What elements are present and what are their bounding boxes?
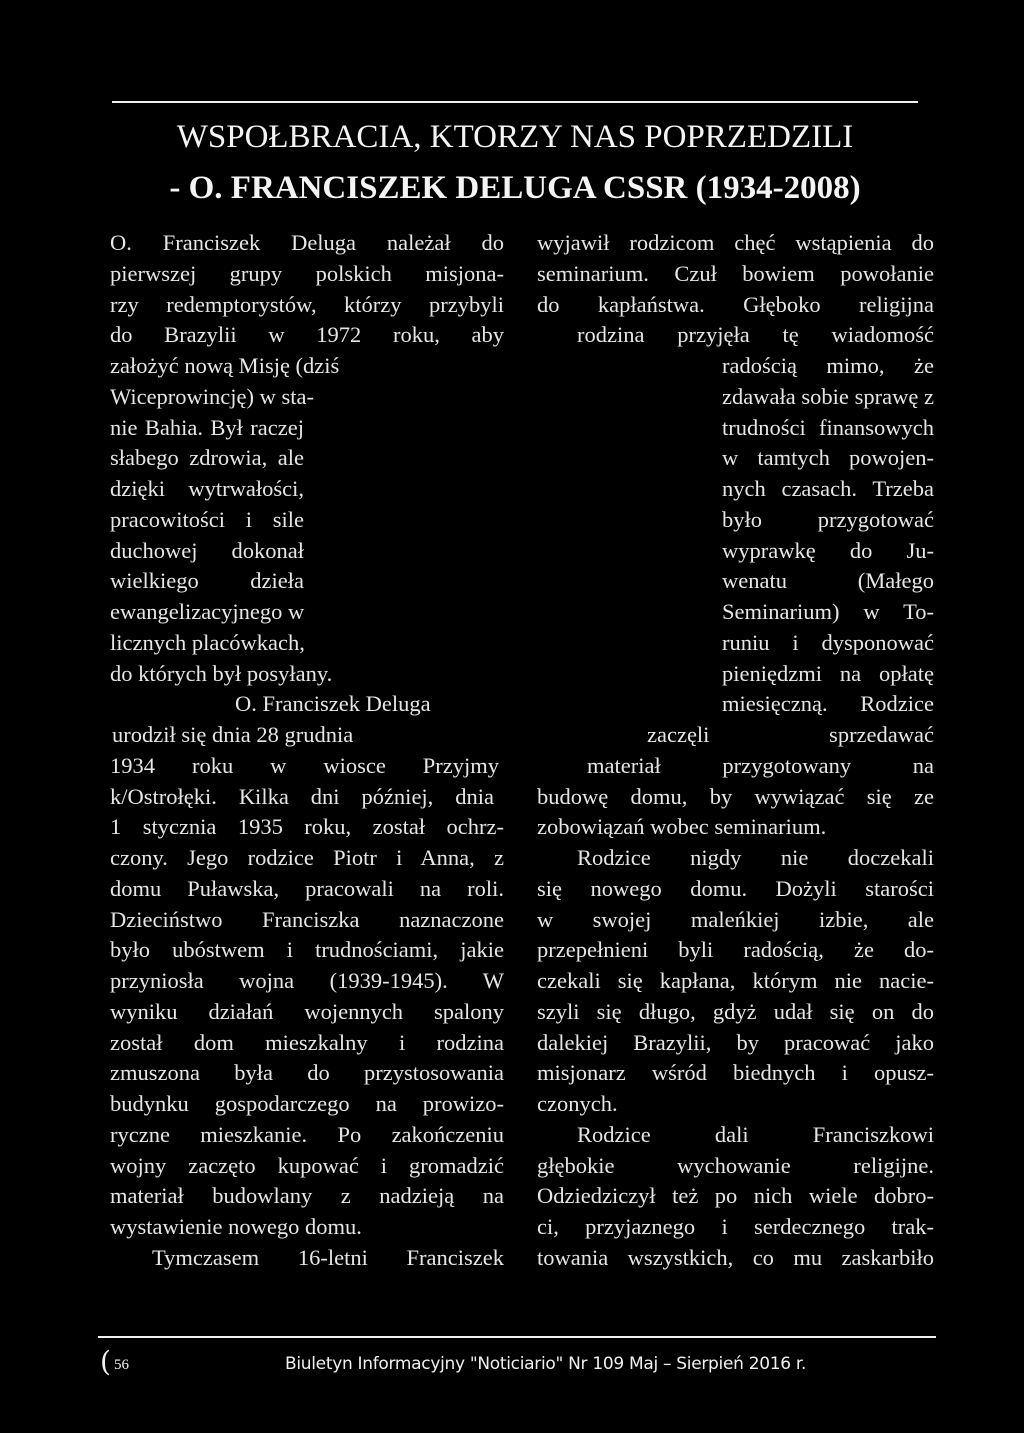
text-line: seminarium. Czuł bowiem powołanie — [537, 260, 934, 286]
text-line: było przygotować — [722, 506, 934, 532]
text-line: wyjawił rodzicom chęć wstąpienia do — [537, 230, 934, 255]
text-line: wielkiego dzieła — [110, 568, 304, 594]
text-line: czekali się kapłana, którym nie nacie- — [537, 968, 934, 993]
text-line: Tymczasem 16-letni Franciszek — [152, 1244, 504, 1270]
text-line: budowę domu, by wywiązać się ze — [537, 783, 934, 809]
text-line: budynku gospodarczego na prowizo- — [110, 1091, 504, 1116]
text-line: materiał przygotowany na — [587, 752, 934, 778]
text-line: dzięki wytrwałości, — [110, 476, 304, 501]
text-line: rzy redemptorystów, którzy przybyli — [110, 291, 504, 317]
text-line: urodził się dnia 28 grudnia — [112, 722, 354, 747]
text-line: słabego zdrowia, ale — [110, 445, 304, 471]
text-line: Odziedziczył też po nich wiele dobro- — [537, 1183, 934, 1209]
text-line: w swojej maleńkiej izbie, ale — [537, 906, 934, 932]
text-line: licznych placówkach, — [110, 629, 305, 655]
text-line: rodzina przyjęła tę wiadomość — [577, 322, 934, 348]
page-footer — [100, 1345, 940, 1380]
text-line: zobowiązań wobec seminarium. — [537, 814, 827, 840]
text-line: pierwszej grupy polskich misjona- — [110, 260, 504, 286]
text-line: O. Franciszek Deluga należał do — [110, 230, 504, 255]
text-line: szyli się długo, gdyż udał się on do — [537, 998, 934, 1024]
text-line: Dzieciństwo Franciszka naznaczone — [110, 906, 504, 932]
text-line: zdawała sobie sprawę z — [722, 383, 934, 409]
text-line: wyniku działań wojennych spalony — [110, 998, 504, 1024]
text-line: domu Puławska, pracowali na roli. — [110, 875, 504, 901]
text-line: Seminarium) w To- — [722, 599, 934, 624]
text-line: do Brazylii w 1972 roku, aby — [110, 322, 504, 348]
text-line: trudności finansowych — [722, 414, 934, 440]
text-line: czonych. — [537, 1091, 618, 1116]
text-line: został dom mieszkalny i rodzina — [110, 1029, 504, 1055]
publication-info: Biuletyn Informacyjny "Noticiario" Nr 109 Maj – Sierpień 2016 r. — [285, 1354, 807, 1374]
text-line: 1 stycznia 1935 roku, został ochrz- — [110, 814, 504, 840]
text-line: pracowitości i sile — [110, 506, 304, 532]
text-line: było ubóstwem i trudnościami, jakie — [110, 937, 504, 963]
section-heading: WSPOŁBRACIA, KTORZY NAS POPRZEDZILI — [176, 119, 854, 155]
text-line: wojny zaczęto kupować i gromadzić — [110, 1152, 504, 1178]
text-line: misjonarz wśród biednych i opusz- — [537, 1060, 934, 1086]
page-bracket-icon: ( — [100, 1345, 111, 1378]
left-column — [110, 228, 504, 1274]
text-line: założyć nową Misję (dziś — [110, 353, 340, 378]
text-line: wyprawkę do Ju- — [722, 537, 934, 563]
text-line: ewangelizacyjnego w — [110, 599, 305, 624]
text-line: ryczne mieszkanie. Po zakończeniu — [110, 1121, 504, 1147]
text-line: pieniędzmi na opłatę — [722, 660, 934, 686]
text-line: Wiceprowincję) w sta- — [110, 383, 315, 409]
bottom-divider — [98, 1336, 936, 1338]
top-divider — [112, 101, 918, 103]
text-line: Rodzice dali Franciszkowi — [577, 1121, 934, 1147]
text-line: przepełnieni byli radością, że do- — [537, 937, 934, 963]
page-number: 56 — [114, 1357, 129, 1373]
text-line: do których był posyłany. — [110, 660, 333, 686]
text-line: towania wszystkich, co mu zaskarbiło — [537, 1244, 934, 1270]
text-line: zaczęli sprzedawać — [647, 722, 934, 747]
text-line: głębokie wychowanie religijne. — [537, 1152, 934, 1178]
text-line: dalekiej Brazylii, by pracować jako — [537, 1029, 934, 1055]
text-line: przyniosła wojna (1939-1945). W — [110, 968, 504, 993]
text-line: zmuszona była do przystosowania — [110, 1060, 504, 1086]
text-line: radością mimo, że — [722, 353, 934, 378]
text-line: wenatu (Małego — [722, 568, 934, 594]
text-line: miesięczną. Rodzice — [722, 691, 934, 717]
text-line: wystawienie nowego domu. — [110, 1214, 362, 1239]
text-line: nie Bahia. Był raczej — [110, 414, 304, 440]
text-line: duchowej dokonał — [110, 537, 304, 563]
article-title: - O. FRANCISZEK DELUGA CSSR (1934-2008) — [169, 170, 861, 206]
text-line: Rodzice nigdy nie doczekali — [577, 845, 934, 870]
right-column — [537, 228, 934, 1274]
text-line: czony. Jego rodzice Piotr i Anna, z — [110, 845, 504, 870]
text-line: się nowego domu. Dożyli starości — [537, 875, 934, 901]
text-line: 1934 roku w wiosce Przyjmy — [110, 752, 499, 778]
text-line: O. Franciszek Deluga — [235, 691, 431, 717]
text-line: k/Ostrołęki. Kilka dni później, dnia — [110, 783, 494, 809]
text-line: runiu i dysponować — [722, 629, 934, 655]
text-line: materiał budowlany z nadzieją na — [110, 1183, 504, 1209]
text-line: w tamtych powojen- — [722, 445, 934, 471]
text-line: nych czasach. Trzeba — [722, 476, 934, 501]
text-line: ci, przyjaznego i serdecznego trak- — [537, 1214, 934, 1239]
text-line: do kapłaństwa. Głęboko religijna — [537, 291, 934, 317]
